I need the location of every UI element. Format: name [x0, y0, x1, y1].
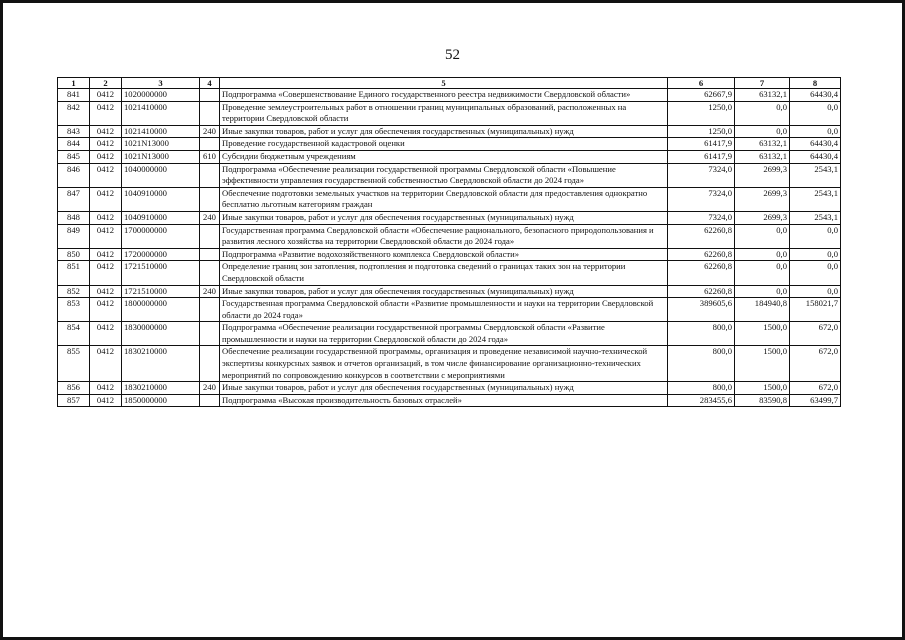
- amount-col-7: 83590,8: [735, 394, 790, 407]
- expense-type-code: [200, 322, 220, 346]
- amount-col-6: 62260,8: [668, 285, 735, 298]
- section-code: 0412: [90, 125, 122, 138]
- amount-col-6: 1250,0: [668, 125, 735, 138]
- expense-type-code: [200, 346, 220, 382]
- section-code: 0412: [90, 187, 122, 211]
- row-number: 848: [58, 211, 90, 224]
- table-row: [58, 187, 841, 211]
- row-number: 847: [58, 187, 90, 211]
- amount-col-7: 1500,0: [735, 382, 790, 395]
- table-row: [58, 285, 841, 298]
- section-code: 0412: [90, 150, 122, 163]
- amount-col-7: 2699,3: [735, 187, 790, 211]
- row-number: 856: [58, 382, 90, 395]
- table-row: [58, 261, 841, 285]
- amount-col-8: 2543,1: [790, 211, 841, 224]
- budget-table: [57, 77, 841, 407]
- expense-type-code: [200, 187, 220, 211]
- table-body: [58, 89, 841, 407]
- table-row: [58, 382, 841, 395]
- amount-col-8: 64430,4: [790, 150, 841, 163]
- section-code: 0412: [90, 322, 122, 346]
- amount-col-8: 0,0: [790, 224, 841, 248]
- expense-type-code: 240: [200, 382, 220, 395]
- table-row: [58, 248, 841, 261]
- amount-col-7: 63132,1: [735, 150, 790, 163]
- amount-col-6: 389605,6: [668, 298, 735, 322]
- section-code: 0412: [90, 163, 122, 187]
- amount-col-6: 283455,6: [668, 394, 735, 407]
- row-number: 846: [58, 163, 90, 187]
- amount-col-6: 61417,9: [668, 150, 735, 163]
- target-article-code: 1021410000: [122, 125, 200, 138]
- amount-col-7: 2699,3: [735, 163, 790, 187]
- amount-col-6: 7324,0: [668, 211, 735, 224]
- section-code: 0412: [90, 298, 122, 322]
- amount-col-7: 63132,1: [735, 138, 790, 151]
- row-number: 849: [58, 224, 90, 248]
- item-name: Подпрограмма «Обеспечение реализации государственной программы Свердловской области «Повышение эффективности управления государственной собственностью Свердловской области до 2024 года»: [220, 163, 668, 187]
- section-code: 0412: [90, 261, 122, 285]
- row-number: 841: [58, 89, 90, 102]
- target-article-code: 1021410000: [122, 101, 200, 125]
- row-number: 853: [58, 298, 90, 322]
- table-row: [58, 211, 841, 224]
- page-number: 52: [445, 47, 460, 63]
- item-name: Подпрограмма «Обеспечение реализации государственной программы Свердловской области «Развитие промышленности и науки на территории Свердловской области до 2024 года»: [220, 322, 668, 346]
- item-name: Иные закупки товаров, работ и услуг для обеспечения государственных (муниципальных) нужд: [220, 125, 668, 138]
- amount-col-8: 672,0: [790, 322, 841, 346]
- target-article-code: 1040000000: [122, 163, 200, 187]
- amount-col-6: 62260,8: [668, 261, 735, 285]
- target-article-code: 1830000000: [122, 322, 200, 346]
- amount-col-6: 62667,9: [668, 89, 735, 102]
- amount-col-8: 0,0: [790, 101, 841, 125]
- row-number: 843: [58, 125, 90, 138]
- target-article-code: 1830210000: [122, 346, 200, 382]
- row-number: 842: [58, 101, 90, 125]
- target-article-code: 1800000000: [122, 298, 200, 322]
- table-row: [58, 138, 841, 151]
- row-number: 852: [58, 285, 90, 298]
- target-article-code: 1720000000: [122, 248, 200, 261]
- expense-type-code: [200, 163, 220, 187]
- expense-type-code: [200, 248, 220, 261]
- section-code: 0412: [90, 346, 122, 382]
- target-article-code: 1830210000: [122, 382, 200, 395]
- section-code: 0412: [90, 285, 122, 298]
- item-name: Субсидии бюджетным учреждениям: [220, 150, 668, 163]
- row-number: 850: [58, 248, 90, 261]
- expense-type-code: [200, 298, 220, 322]
- row-number: 855: [58, 346, 90, 382]
- amount-col-7: 0,0: [735, 248, 790, 261]
- target-article-code: 1040910000: [122, 211, 200, 224]
- amount-col-8: 64430,4: [790, 89, 841, 102]
- item-name: Подпрограмма «Развитие водохозяйственного комплекса Свердловской области»: [220, 248, 668, 261]
- target-article-code: 1721510000: [122, 261, 200, 285]
- item-name: Обеспечение реализации государственной программы, организация и проведение независимой научно-технической экспертизы конкурсных заявок и отчетов организаций, в том числе финансирование организационно-технических мероприятий по сопровождению конкурсов в соответствии с мероприятиями: [220, 346, 668, 382]
- target-article-code: 1040910000: [122, 187, 200, 211]
- column-header: 5: [220, 78, 668, 89]
- amount-col-6: 62260,8: [668, 248, 735, 261]
- row-number: 844: [58, 138, 90, 151]
- section-code: 0412: [90, 101, 122, 125]
- table-row: [58, 150, 841, 163]
- section-code: 0412: [90, 211, 122, 224]
- amount-col-6: 1250,0: [668, 101, 735, 125]
- amount-col-8: 158021,7: [790, 298, 841, 322]
- column-header: 4: [200, 78, 220, 89]
- item-name: Определение границ зон затопления, подтопления и подготовка сведений о границах таких зон на территории Свердловской области: [220, 261, 668, 285]
- table-row: [58, 346, 841, 382]
- amount-col-8: 672,0: [790, 346, 841, 382]
- amount-col-6: 7324,0: [668, 163, 735, 187]
- amount-col-6: 800,0: [668, 382, 735, 395]
- item-name: Обеспечение подготовки земельных участков на территории Свердловской области для предоставления однократно бесплатно льготным категориям граждан: [220, 187, 668, 211]
- target-article-code: 1021N13000: [122, 150, 200, 163]
- column-header: 1: [58, 78, 90, 89]
- expense-type-code: [200, 261, 220, 285]
- section-code: 0412: [90, 138, 122, 151]
- section-code: 0412: [90, 382, 122, 395]
- amount-col-8: 2543,1: [790, 187, 841, 211]
- table-row: [58, 89, 841, 102]
- item-name: Подпрограмма «Высокая производительность базовых отраслей»: [220, 394, 668, 407]
- amount-col-8: 0,0: [790, 261, 841, 285]
- column-header: 7: [735, 78, 790, 89]
- amount-col-6: 62260,8: [668, 224, 735, 248]
- item-name: Проведение государственной кадастровой оценки: [220, 138, 668, 151]
- amount-col-6: 800,0: [668, 322, 735, 346]
- item-name: Государственная программа Свердловской области «Развитие промышленности и науки на территории Свердловской области до 2024 года»: [220, 298, 668, 322]
- target-article-code: 1721510000: [122, 285, 200, 298]
- column-header: 8: [790, 78, 841, 89]
- item-name: Иные закупки товаров, работ и услуг для обеспечения государственных (муниципальных) нужд: [220, 382, 668, 395]
- amount-col-7: 0,0: [735, 101, 790, 125]
- expense-type-code: [200, 89, 220, 102]
- amount-col-7: 184940,8: [735, 298, 790, 322]
- table-row: [58, 101, 841, 125]
- target-article-code: 1850000000: [122, 394, 200, 407]
- expense-type-code: 240: [200, 125, 220, 138]
- target-article-code: 1700000000: [122, 224, 200, 248]
- expense-type-code: [200, 224, 220, 248]
- amount-col-8: 0,0: [790, 248, 841, 261]
- amount-col-7: 0,0: [735, 224, 790, 248]
- amount-col-8: 2543,1: [790, 163, 841, 187]
- amount-col-7: 0,0: [735, 285, 790, 298]
- amount-col-7: 63132,1: [735, 89, 790, 102]
- expense-type-code: [200, 138, 220, 151]
- row-number: 854: [58, 322, 90, 346]
- section-code: 0412: [90, 89, 122, 102]
- amount-col-6: 7324,0: [668, 187, 735, 211]
- amount-col-8: 0,0: [790, 125, 841, 138]
- header-row: [58, 78, 841, 89]
- table-row: [58, 394, 841, 407]
- amount-col-6: 61417,9: [668, 138, 735, 151]
- amount-col-8: 63499,7: [790, 394, 841, 407]
- item-name: Проведение землеустроительных работ в отношении границ муниципальных образований, расположенных на территории Свердловской области: [220, 101, 668, 125]
- expense-type-code: 610: [200, 150, 220, 163]
- item-name: Иные закупки товаров, работ и услуг для обеспечения государственных (муниципальных) нужд: [220, 211, 668, 224]
- amount-col-6: 800,0: [668, 346, 735, 382]
- amount-col-7: 0,0: [735, 261, 790, 285]
- amount-col-7: 0,0: [735, 125, 790, 138]
- row-number: 845: [58, 150, 90, 163]
- item-name: Подпрограмма «Совершенствование Единого государственного реестра недвижимости Свердловской области»: [220, 89, 668, 102]
- expense-type-code: [200, 101, 220, 125]
- target-article-code: 1021N13000: [122, 138, 200, 151]
- amount-col-7: 1500,0: [735, 322, 790, 346]
- amount-col-8: 64430,4: [790, 138, 841, 151]
- item-name: Иные закупки товаров, работ и услуг для обеспечения государственных (муниципальных) нужд: [220, 285, 668, 298]
- table-row: [58, 322, 841, 346]
- table-row: [58, 224, 841, 248]
- target-article-code: 1020000000: [122, 89, 200, 102]
- column-header: 6: [668, 78, 735, 89]
- section-code: 0412: [90, 224, 122, 248]
- table-row: [58, 298, 841, 322]
- table-row: [58, 125, 841, 138]
- table-row: [58, 163, 841, 187]
- column-header: 3: [122, 78, 200, 89]
- item-name: Государственная программа Свердловской области «Обеспечение рационального, безопасного природопользования и развития лесного хозяйства на территории Свердловской области до 2024 года»: [220, 224, 668, 248]
- section-code: 0412: [90, 394, 122, 407]
- section-code: 0412: [90, 248, 122, 261]
- row-number: 851: [58, 261, 90, 285]
- amount-col-7: 1500,0: [735, 346, 790, 382]
- column-header: 2: [90, 78, 122, 89]
- amount-col-7: 2699,3: [735, 211, 790, 224]
- expense-type-code: 240: [200, 285, 220, 298]
- row-number: 857: [58, 394, 90, 407]
- amount-col-8: 0,0: [790, 285, 841, 298]
- expense-type-code: 240: [200, 211, 220, 224]
- expense-type-code: [200, 394, 220, 407]
- amount-col-8: 672,0: [790, 382, 841, 395]
